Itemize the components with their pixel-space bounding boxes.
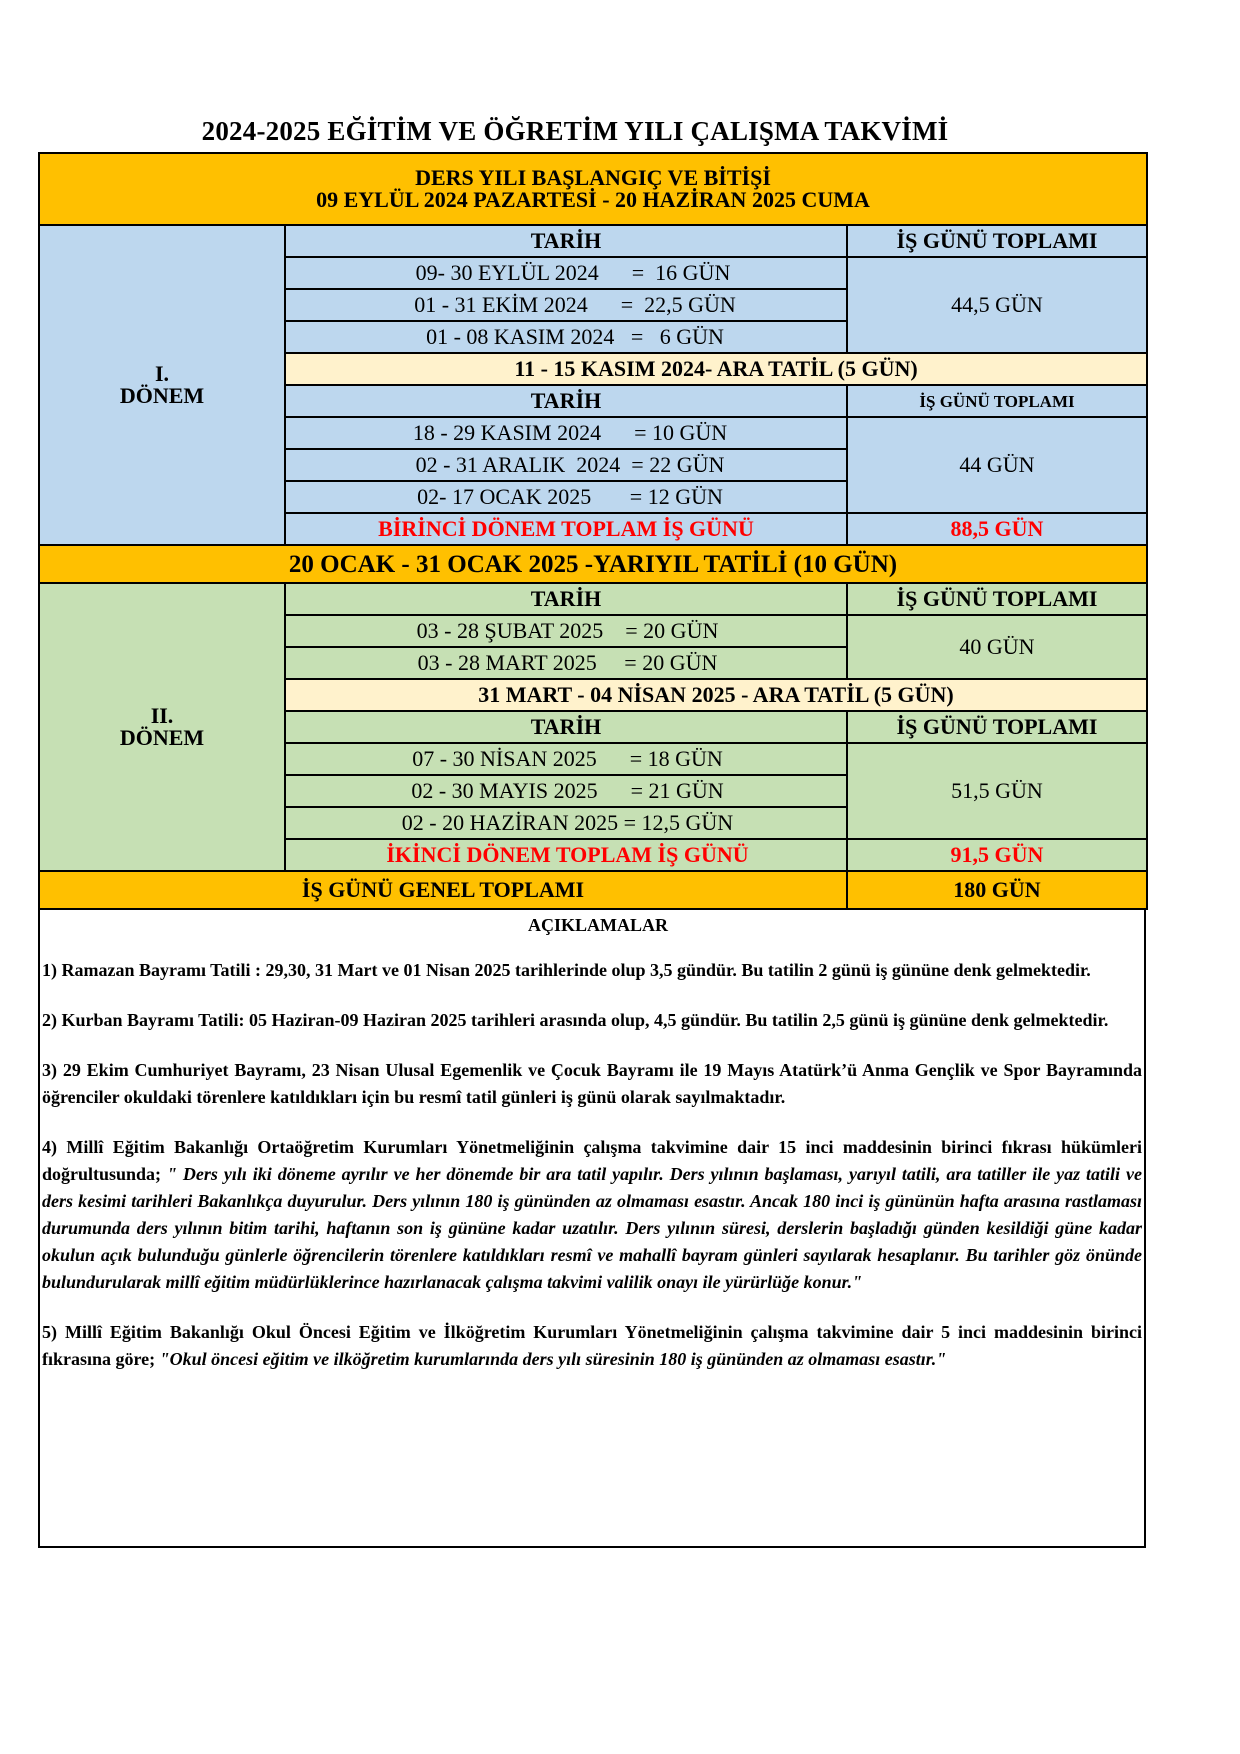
note-5-quote: "Okul öncesi eğitim ve ilköğretim kurumlarında ders yılı süresinin 180 iş gününden az olmaması esastır." (159, 1349, 947, 1369)
term2-sum-value: 91,5 GÜN (847, 839, 1147, 871)
term1-block1-total: 44,5 GÜN (847, 257, 1147, 353)
term1-row-4: 18 - 29 KASIM 2024 = 10 GÜN (285, 417, 847, 449)
semester-break: 20 OCAK - 31 OCAK 2025 -YARIYIL TATİLİ (10 GÜN) (39, 545, 1147, 583)
term1-row-5: 02 - 31 ARALIK 2024 = 22 GÜN (285, 449, 847, 481)
notes-heading: AÇIKLAMALAR (527, 915, 668, 935)
note-5-lead: 5) Millî Eğitim Bakanlığı Okul Öncesi Eğitim ve İlköğretim Kurumları Yönetmeliğinin çalışma takvimine dair 5 inci maddesinin birinci fıkrasına göre; (42, 1322, 1142, 1369)
term1-tarih-header: TARİH (285, 225, 847, 257)
note-3: 3) 29 Ekim Cumhuriyet Bayramı, 23 Nisan Ulusal Egemenlik ve Çocuk Bayramı ile 19 Mayıs Atatürk’ü Anma Gençlik ve Spor Bayramında öğrenciler okuldaki törenlere katıldıkları için bu resmî tatil günleri iş günü olarak sayılmaktadır. (42, 1060, 1142, 1107)
term2-block1-total: 40 GÜN (847, 615, 1147, 679)
term1-row-6: 02- 17 OCAK 2025 = 12 GÜN (285, 481, 847, 513)
page-title: 2024-2025 EĞİTİM VE ÖĞRETİM YILI ÇALIŞMA TAKVİMİ (201, 116, 949, 146)
term1-label (39, 225, 285, 545)
note-4-quote: " Ders yılı iki döneme ayrılır ve her dönemde bir ara tatil yapılır. Ders yılının başlaması, yarıyıl tatili, ara tatiller ile yaz tatili ve ders kesimi tarihleri Bakanlıkça duyurulur. Ders yılının 180 iş gününden az olmaması esastır. Ancak 180 inci iş gününün hafta arasına rastlaması durumunda ders yılının bitim tarihi, haftanın son iş gününe kadar uzatılır. Ders yılının süresi, derslerin başladığı günden kesildiği güne kadar okulun açık bulunduğu günlerle öğrencilerin törenlere katıldıkları resmî ve mahallî bayram günleri sayılarak hesaplanır. Bu tarihler göz önünde bulundurularak millî eğitim müdürlüklerince hazırlanacak çalışma takvimi valilik onayı ile yürürlüğe konur." (42, 1164, 1142, 1292)
term2-is-gunu-header: İŞ GÜNÜ TOPLAMI (847, 583, 1147, 615)
term1-row-1: 09- 30 EYLÜL 2024 = 16 GÜN (285, 257, 847, 289)
year-header-line2: 09 EYLÜL 2024 PAZARTESİ - 20 HAZİRAN 2025 CUMA (316, 187, 870, 212)
term2-tarih-header-2: TARİH (285, 711, 847, 743)
calendar-table (38, 152, 1148, 910)
note-4-lead: 4) Millî Eğitim Bakanlığı Ortaöğretim Kurumları Yönetmeliğinin çalışma takvimine dair 15 inci maddesinin birinci fıkrası hükümleri doğrultusunda; (42, 1137, 1142, 1184)
term2-label-line2: DÖNEM (119, 725, 205, 750)
term2-sum-label: İKİNCİ DÖNEM TOPLAM İŞ GÜNÜ (285, 839, 847, 871)
term1-tarih-header-2: TARİH (285, 385, 847, 417)
term1-row-2: 01 - 31 EKİM 2024 = 22,5 GÜN (285, 289, 847, 321)
note-5 (42, 1319, 1142, 1373)
term2-row-5: 02 - 20 HAZİRAN 2025 = 12,5 GÜN (285, 807, 847, 839)
term2-is-gunu-header-2: İŞ GÜNÜ TOPLAMI (847, 711, 1147, 743)
grand-total-label: İŞ GÜNÜ GENEL TOPLAMI (39, 871, 847, 909)
term1-is-gunu-header-2: İŞ GÜNÜ TOPLAMI (847, 385, 1147, 417)
year-header-line1: DERS YILI BAŞLANGIÇ VE BİTİŞİ (415, 165, 771, 190)
notes-section (42, 912, 1142, 1396)
term2-row-4: 02 - 30 MAYIS 2025 = 21 GÜN (285, 775, 847, 807)
term1-block2-total: 44 GÜN (847, 417, 1147, 513)
term2-row-3: 07 - 30 NİSAN 2025 = 18 GÜN (285, 743, 847, 775)
term2-row-2: 03 - 28 MART 2025 = 20 GÜN (285, 647, 847, 679)
term1-row-3: 01 - 08 KASIM 2024 = 6 GÜN (285, 321, 847, 353)
term1-label-line1: I. (154, 361, 170, 386)
term2-tarih-header: TARİH (285, 583, 847, 615)
term2-break: 31 MART - 04 NİSAN 2025 - ARA TATİL (5 GÜN) (285, 679, 1147, 711)
term1-sum-label: BİRİNCİ DÖNEM TOPLAM İŞ GÜNÜ (285, 513, 847, 545)
term1-label-line2: DÖNEM (119, 383, 205, 408)
note-1: 1) Ramazan Bayramı Tatili : 29,30, 31 Mart ve 01 Nisan 2025 tarihlerinde olup 3,5 gündür. Bu tatilin 2 günü iş gününe denk gelmektedir. (42, 960, 1091, 980)
grand-total-value: 180 GÜN (847, 871, 1147, 909)
term2-row-1: 03 - 28 ŞUBAT 2025 = 20 GÜN (285, 615, 847, 647)
term2-label-line1: II. (150, 703, 174, 728)
note-2: 2) Kurban Bayramı Tatili: 05 Haziran-09 Haziran 2025 tarihleri arasında olup, 4,5 gündür. Bu tatilin 2,5 günü iş gününe denk gelmektedir. (42, 1010, 1109, 1030)
term2-block2-total: 51,5 GÜN (847, 743, 1147, 839)
term2-label (39, 583, 285, 871)
term1-break: 11 - 15 KASIM 2024- ARA TATİL (5 GÜN) (285, 353, 1147, 385)
term1-is-gunu-header: İŞ GÜNÜ TOPLAMI (847, 225, 1147, 257)
note-4 (42, 1134, 1142, 1296)
year-header (39, 153, 1147, 225)
term1-sum-value: 88,5 GÜN (847, 513, 1147, 545)
